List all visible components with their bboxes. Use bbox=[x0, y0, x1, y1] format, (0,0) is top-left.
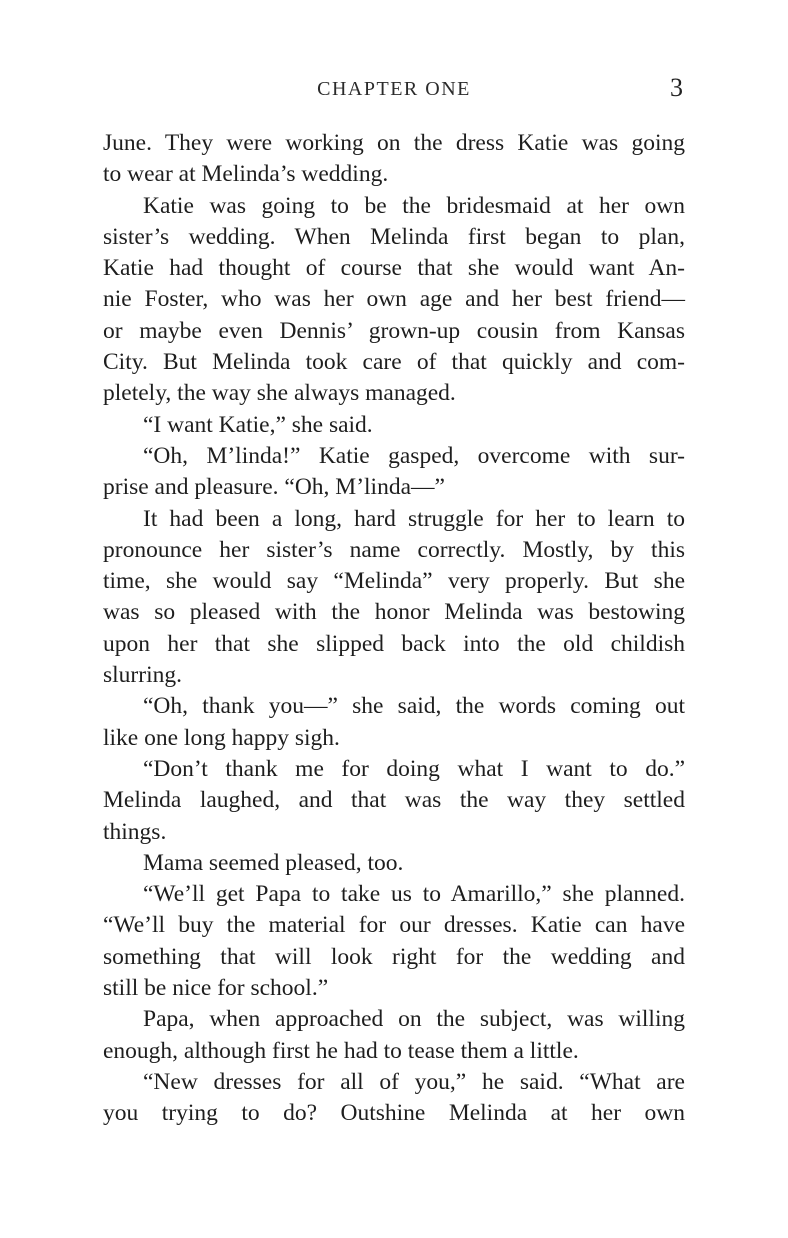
text-line: “Oh, M’linda!” Katie gasped, overcome with sur- bbox=[143, 442, 685, 469]
text-line: pletely, the way she always managed. bbox=[103, 380, 456, 407]
text-line: enough, although first he had to tease them a little. bbox=[103, 1037, 579, 1064]
body-text bbox=[103, 128, 685, 1130]
text-line: Mama seemed pleased, too. bbox=[143, 849, 404, 876]
text-line: like one long happy sigh. bbox=[103, 724, 340, 751]
text-line: you trying to do? Outshine Melinda at her own bbox=[103, 1100, 685, 1127]
text-line: “New dresses for all of you,” he said. “What are bbox=[143, 1068, 685, 1095]
text-line: pronounce her sister’s name correctly. Mostly, by this bbox=[103, 536, 685, 563]
text-line: Melinda laughed, and that was the way they settled bbox=[103, 787, 685, 814]
text-line: was so pleased with the honor Melinda was bestowing bbox=[103, 599, 685, 626]
text-line: June. They were working on the dress Katie was going bbox=[103, 130, 685, 156]
page-header bbox=[103, 73, 685, 102]
text-line: slurring. bbox=[103, 662, 182, 689]
text-line: things. bbox=[103, 818, 167, 845]
text-line: “Oh, thank you—” she said, the words coming out bbox=[143, 693, 685, 720]
text-line: nie Foster, who was her own age and her best friend— bbox=[103, 286, 685, 313]
page-number: 3 bbox=[670, 73, 683, 102]
chapter-title: CHAPTER ONE bbox=[317, 78, 471, 100]
text-line: It had been a long, hard struggle for her to learn to bbox=[143, 505, 685, 532]
text-line: City. But Melinda took care of that quickly and com- bbox=[103, 349, 685, 376]
text-line: sister’s wedding. When Melinda first began to plan, bbox=[103, 223, 685, 250]
text-line: “We’ll get Papa to take us to Amarillo,” she planned. bbox=[143, 881, 685, 908]
text-line: or maybe even Dennis’ grown-up cousin from Kansas bbox=[103, 317, 685, 344]
text-line: “We’ll buy the material for our dresses. Katie can have bbox=[103, 912, 685, 939]
text-line: prise and pleasure. “Oh, M’linda—” bbox=[103, 474, 445, 501]
text-line: still be nice for school.” bbox=[103, 975, 329, 1002]
text-line: time, she would say “Melinda” very properly. But she bbox=[103, 568, 685, 595]
text-line: Katie was going to be the bridesmaid at her own bbox=[143, 192, 685, 219]
text-line: to wear at Melinda’s wedding. bbox=[103, 161, 389, 188]
text-line: “I want Katie,” she said. bbox=[143, 411, 373, 438]
text-line: Katie had thought of course that she would want An- bbox=[103, 255, 685, 282]
text-line: “Don’t thank me for doing what I want to do.” bbox=[143, 755, 685, 782]
text-line: something that will look right for the wedding and bbox=[103, 943, 685, 970]
text-line: upon her that she slipped back into the old childish bbox=[103, 630, 685, 657]
text-line: Papa, when approached on the subject, was willing bbox=[143, 1006, 685, 1033]
